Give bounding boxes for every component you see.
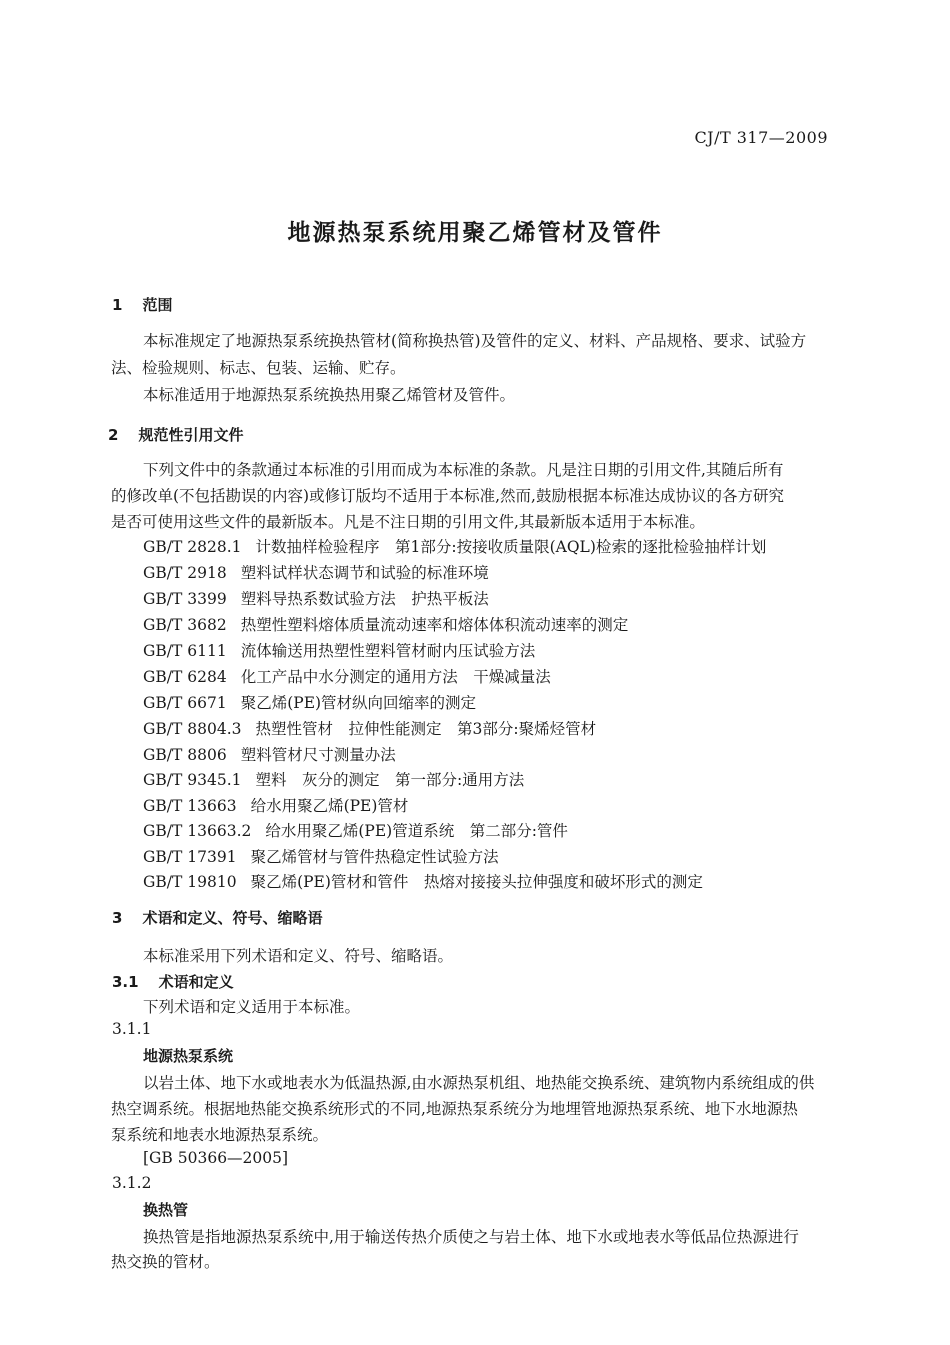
reference-code: GB/T 3399: [143, 590, 227, 608]
reference-title: 塑料管材尺寸测量办法: [240, 746, 396, 764]
reference-code: GB/T 8806: [143, 746, 227, 764]
reference-code: GB/T 6111: [143, 642, 227, 660]
section-title: 术语和定义: [158, 973, 234, 991]
term-2-number: 3.1.2: [112, 1174, 152, 1192]
reference-title: 塑料 灰分的测定 第一部分:通用方法: [255, 771, 525, 789]
reference-item: [143, 639, 535, 661]
section-1-heading: [112, 294, 172, 315]
s2-para-line1: 下列文件中的条款通过本标准的引用而成为本标准的条款。凡是注日期的引用文件,其随后所有: [143, 461, 784, 479]
term-2-def-line1: 换热管是指地源热泵系统中,用于输送传热介质使之与岩土体、地下水或地表水等低品位热源进行: [143, 1228, 799, 1246]
term-2-name: 换热管: [143, 1201, 189, 1219]
section-3-heading: [112, 907, 322, 928]
reference-title: 聚乙烯(PE)管材纵向回缩率的测定: [240, 694, 477, 712]
reference-item: [143, 613, 628, 635]
section-title: 术语和定义、符号、缩略语: [142, 909, 323, 927]
term-1-source: [GB 50366—2005]: [143, 1149, 289, 1167]
section-number: 2: [108, 426, 119, 444]
reference-title: 计数抽样检验程序 第1部分:按接收质量限(AQL)检索的逐批检验抽样计划: [255, 538, 767, 556]
reference-item: [143, 587, 489, 609]
reference-title: 塑料导热系数试验方法 护热平板法: [240, 590, 489, 608]
term-1-def-line1: 以岩土体、地下水或地表水为低温热源,由水源热泵机组、地热能交换系统、建筑物内系统组成的供: [143, 1074, 815, 1092]
term-1-name: 地源热泵系统: [143, 1047, 234, 1065]
term-1-def-line2: 热空调系统。根据地热能交换系统形式的不同,地源热泵系统分为地埋管地源热泵系统、地下水地源热: [111, 1100, 798, 1118]
reference-item: [143, 794, 408, 816]
reference-code: GB/T 2828.1: [143, 538, 242, 556]
reference-code: GB/T 17391: [143, 848, 237, 866]
section-2-heading: [108, 424, 243, 445]
reference-item: [143, 691, 476, 713]
section-title: 规范性引用文件: [138, 426, 244, 444]
reference-item: [143, 665, 551, 687]
reference-code: GB/T 6671: [143, 694, 227, 712]
reference-code: GB/T 13663.2: [143, 822, 252, 840]
reference-code: GB/T 9345.1: [143, 771, 242, 789]
page-title: 地源热泵系统用聚乙烯管材及管件: [287, 220, 663, 246]
s1-para1-line2: 法、检验规则、标志、包装、运输、贮存。: [111, 359, 406, 377]
reference-item: [143, 870, 703, 892]
reference-item: [143, 743, 396, 765]
reference-code: GB/T 13663: [143, 797, 237, 815]
reference-item: [143, 845, 499, 867]
reference-title: 给水用聚乙烯(PE)管道系统 第二部分:管件: [265, 822, 568, 840]
reference-title: 给水用聚乙烯(PE)管材: [250, 797, 409, 815]
reference-code: GB/T 8804.3: [143, 720, 242, 738]
reference-item: [143, 561, 489, 583]
reference-code: GB/T 6284: [143, 668, 227, 686]
reference-title: 热塑性塑料熔体质量流动速率和熔体体积流动速率的测定: [240, 616, 629, 634]
reference-title: 塑料试样状态调节和试验的标准环境: [240, 564, 489, 582]
standard-code: CJ/T 317—2009: [694, 128, 828, 147]
reference-code: GB/T 19810: [143, 873, 237, 891]
s1-para2: 本标准适用于地源热泵系统换热用聚乙烯管材及管件。: [143, 386, 516, 404]
reference-title: 热塑性管材 拉伸性能测定 第3部分:聚烯烃管材: [255, 720, 597, 738]
section-number: 3.1: [112, 973, 139, 991]
section-number: 1: [112, 296, 123, 314]
reference-title: 聚乙烯管材与管件热稳定性试验方法: [250, 848, 499, 866]
s31-intro: 下列术语和定义适用于本标准。: [143, 998, 361, 1016]
reference-item: [143, 819, 568, 841]
term-1-number: 3.1.1: [112, 1020, 152, 1038]
term-1-def-line3: 泵系统和地表水地源热泵系统。: [111, 1126, 329, 1144]
section-number: 3: [112, 909, 123, 927]
s1-para1-line1: 本标准规定了地源热泵系统换热管材(简称换热管)及管件的定义、材料、产品规格、要求、试验方: [143, 332, 807, 350]
s2-para-line2: 的修改单(不包括勘误的内容)或修订版均不适用于本标准,然而,鼓励根据本标准达成协议的各方研究: [111, 487, 784, 505]
reference-code: GB/T 2918: [143, 564, 227, 582]
reference-item: [143, 768, 524, 790]
reference-title: 聚乙烯(PE)管材和管件 热熔对接接头拉伸强度和破坏形式的测定: [250, 873, 703, 891]
section-3-1-heading: [112, 971, 234, 992]
reference-title: 化工产品中水分测定的通用方法 干燥减量法: [240, 668, 551, 686]
reference-code: GB/T 3682: [143, 616, 227, 634]
reference-title: 流体输送用热塑性塑料管材耐内压试验方法: [240, 642, 536, 660]
reference-item: [143, 535, 766, 557]
reference-item: [143, 717, 596, 739]
term-2-def-line2: 热交换的管材。: [111, 1253, 220, 1271]
s3-intro: 本标准采用下列术语和定义、符号、缩略语。: [143, 947, 454, 965]
section-title: 范围: [142, 296, 173, 314]
s2-para-line3: 是否可使用这些文件的最新版本。凡是不注日期的引用文件,其最新版本适用于本标准。: [111, 513, 705, 531]
